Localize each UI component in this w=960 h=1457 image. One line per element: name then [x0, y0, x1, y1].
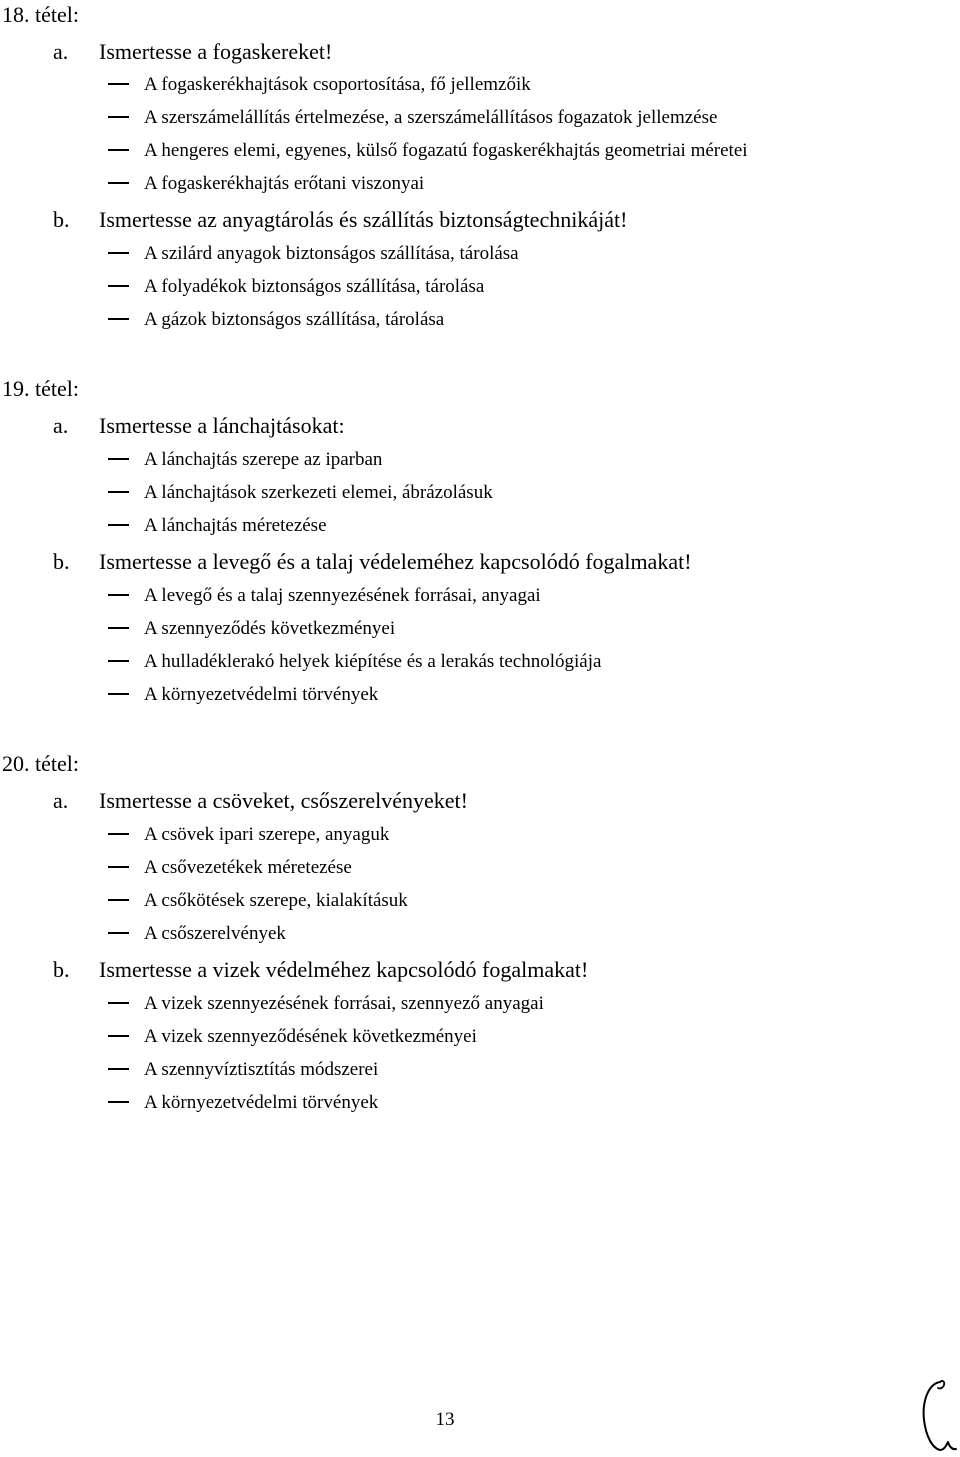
subsection-title: Ismertesse a levegő és a talaj védeleméhez kapcsolódó fogalmakat!: [99, 549, 692, 574]
dash-bullet-icon: [108, 116, 129, 118]
dash-bullet-icon: [108, 458, 129, 460]
subsection-heading-18b: [53, 207, 627, 233]
list-item: A csőszerelvények: [108, 922, 286, 946]
list-item: A szerszámelállítás értelmezése, a szerszámelállításos fogazatok jellemzése: [108, 106, 717, 130]
subsection-letter: a.: [53, 413, 69, 438]
dash-bullet-icon: [108, 627, 129, 629]
subsection-heading-20a: [53, 788, 468, 814]
dash-bullet-icon: [108, 1101, 129, 1103]
section-heading-18: 18. tétel:: [2, 2, 79, 27]
list-item: A környezetvédelmi törvények: [108, 683, 378, 707]
subsection-letter: a.: [53, 39, 69, 64]
subsection-letter: b.: [53, 957, 70, 982]
list-item: A csővezetékek méretezése: [108, 856, 352, 880]
subsection-title: Ismertesse a fogaskereket!: [99, 39, 333, 64]
dash-bullet-icon: [108, 594, 129, 596]
list-item: A lánchajtás méretezése: [108, 514, 327, 538]
subsection-letter: a.: [53, 788, 69, 813]
list-item: A folyadékok biztonságos szállítása, tárolása: [108, 275, 484, 299]
dash-bullet-icon: [108, 491, 129, 493]
list-item: A vizek szennyeződésének következményei: [108, 1025, 477, 1049]
dash-bullet-icon: [108, 524, 129, 526]
dash-bullet-icon: [108, 932, 129, 934]
list-item: A lánchajtások szerkezeti elemei, ábrázolásuk: [108, 481, 493, 505]
subsection-heading-20b: [53, 957, 588, 983]
list-item: A vizek szennyezésének forrásai, szennyező anyagai: [108, 992, 544, 1016]
list-item: A lánchajtás szerepe az iparban: [108, 448, 382, 472]
dash-bullet-icon: [108, 252, 129, 254]
list-item: A csőkötések szerepe, kialakításuk: [108, 889, 408, 913]
list-item: A hengeres elemi, egyenes, külső fogazatú fogaskerékhajtás geometriai méretei: [108, 139, 748, 163]
subsection-letter: b.: [53, 549, 70, 574]
page-number: 13: [435, 1409, 455, 1430]
subsection-title: Ismertesse a lánchajtásokat:: [99, 413, 345, 438]
dash-bullet-icon: [108, 1068, 129, 1070]
list-item: A környezetvédelmi törvények: [108, 1091, 378, 1115]
list-item: A szennyvíztisztítás módszerei: [108, 1058, 378, 1082]
subsection-title: Ismertesse a vizek védelméhez kapcsolódó fogalmakat!: [99, 957, 589, 982]
dash-bullet-icon: [108, 1035, 129, 1037]
subsection-heading-18a: [53, 39, 332, 65]
handwritten-initial-icon: [918, 1376, 958, 1452]
dash-bullet-icon: [108, 149, 129, 151]
dash-bullet-icon: [108, 833, 129, 835]
list-item: A fogaskerékhajtás erőtani viszonyai: [108, 172, 424, 196]
section-heading-20: 20. tétel:: [2, 751, 79, 776]
dash-bullet-icon: [108, 285, 129, 287]
list-item: A hulladéklerakó helyek kiépítése és a lerakás technológiája: [108, 650, 601, 674]
list-item: A levegő és a talaj szennyezésének forrásai, anyagai: [108, 584, 541, 608]
subsection-heading-19b: [53, 549, 692, 575]
dash-bullet-icon: [108, 318, 129, 320]
dash-bullet-icon: [108, 899, 129, 901]
subsection-heading-19a: [53, 413, 345, 439]
subsection-title: Ismertesse az anyagtárolás és szállítás biztonságtechnikáját!: [99, 207, 628, 232]
dash-bullet-icon: [108, 693, 129, 695]
subsection-title: Ismertesse a csöveket, csőszerelvényeket!: [99, 788, 468, 813]
subsection-letter: b.: [53, 207, 70, 232]
dash-bullet-icon: [108, 83, 129, 85]
dash-bullet-icon: [108, 182, 129, 184]
section-heading-19: 19. tétel:: [2, 376, 79, 401]
list-item: A csövek ipari szerepe, anyaguk: [108, 823, 389, 847]
dash-bullet-icon: [108, 1002, 129, 1004]
dash-bullet-icon: [108, 660, 129, 662]
list-item: A szennyeződés következményei: [108, 617, 395, 641]
list-item: A fogaskerékhajtások csoportosítása, fő jellemzőik: [108, 73, 531, 97]
dash-bullet-icon: [108, 866, 129, 868]
list-item: A gázok biztonságos szállítása, tárolása: [108, 308, 444, 332]
list-item: A szilárd anyagok biztonságos szállítása, tárolása: [108, 242, 519, 266]
